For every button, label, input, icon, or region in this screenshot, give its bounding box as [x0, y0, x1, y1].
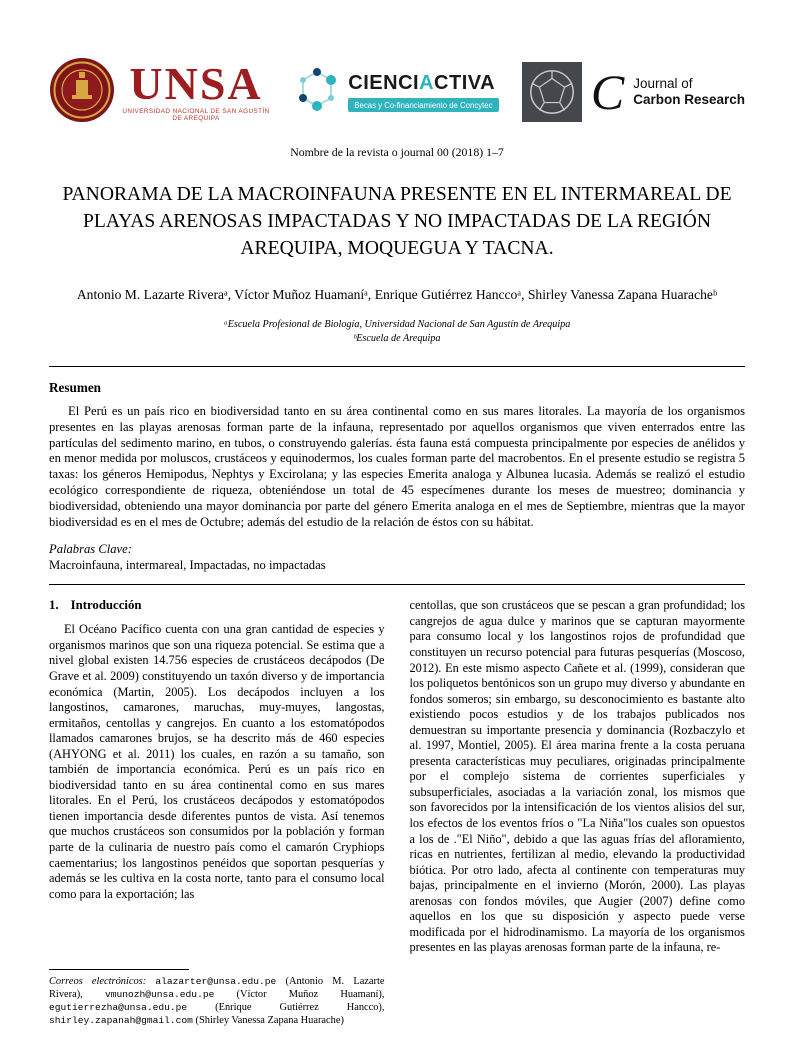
footnote-name-4: (Shirley Vanessa Zapana Huarache)	[192, 1015, 344, 1027]
divider-abstract	[49, 584, 745, 585]
carbon-journal-initial: C	[590, 63, 625, 120]
section-number: 1.	[49, 598, 59, 613]
footnote-email-2: vmunozh@unsa.edu.pe	[104, 988, 215, 1000]
cienciactiva-name-accent: A	[419, 72, 435, 94]
body-columns	[49, 598, 745, 1030]
footnote-label: Correos electrónicos:	[49, 975, 156, 987]
keywords-label: Palabras Clave:	[49, 542, 132, 557]
footnote-name-2: (Víctor Muñoz Huamaní),	[214, 988, 385, 1000]
affiliation-b: ᵇEscuela de Arequipa	[353, 332, 441, 344]
footnote	[49, 969, 385, 1031]
affiliations	[49, 318, 745, 345]
molecule-icon	[294, 64, 340, 121]
abstract-text: El Perú es un país rico en biodiversidad tanto en su área continental como en sus mares litorales. La mayoría de los organismos presentes en las playas arenosas forman parte de la infauna, representado por aquellos organismos que viven enterrados entre las partículas del sedimento marino, en tubos, o construyendo galerías. ésta fauna está compuesta principalmente por especies de anélidos y en menor medida por moluscos, crustáceos y equinodermos, los cuales forman parte del macrobentos. En el presente estudio se registra 5 taxas: los géneros Hemipodus, Nephtys y Excirolana; y las especies Emerita analoga y Albunea lucasia. Además se realizó el estudio ecológico correspondiente de riqueza, obteniéndose un total de 45 especímenes durante los meses de muestreo; dominancia y biodiversidad, obteniendo una mayor dominancia por parte del género Emerita analoga en el mes de Septiembre, mientras que la mayor biodiversidad es en el mes de Octubre; además del estudio de la relación de éstos con su hábitat.	[49, 404, 745, 529]
journal-citation: Nombre de la revista o journal 00 (2018) 1–7	[290, 145, 504, 159]
footnote-name-3: (Enrique Gutiérrez Hancco),	[187, 1001, 385, 1013]
section-heading-introduction	[49, 598, 385, 613]
article-title: PANORAMA DE LA MACROINFAUNA PRESENTE EN EL INTERMAREAL DE PLAYAS ARENOSAS IMPACTADAS Y NO IMPACTADAS DE LA REGIÓN AREQUIPA, MOQUEGUA Y TACNA.	[62, 184, 732, 259]
cienciactiva-subtitle-banner: Becas y Co-financiamiento de Concytec	[348, 98, 498, 112]
cienciactiva-wordmark	[348, 72, 498, 95]
unsa-subtitle: UNIVERSIDAD NACIONAL DE SAN AGUSTÍN DE AREQUIPA	[122, 108, 270, 123]
fullerene-icon	[522, 62, 582, 122]
abstract-section	[49, 380, 745, 573]
carbon-journal-line2: Carbon Research	[633, 92, 745, 107]
keywords-list: Macroinfauna, intermareal, Impactadas, no impactadas	[49, 558, 326, 573]
affiliation-a: ᵃEscuela Profesional de Biología, Universidad Nacional de San Agustín de Arequipa	[223, 319, 571, 330]
left-column	[49, 598, 385, 1030]
divider-top	[49, 366, 745, 367]
right-column	[410, 598, 746, 1030]
footnote-email-3: egutierrezha@unsa.edu.pe	[49, 1001, 188, 1013]
carbon-journal-title	[633, 76, 745, 108]
footnote-rule	[49, 969, 189, 970]
footnote-email-4: shirley.zapanah@gmail.com	[49, 1015, 193, 1027]
intro-paragraph-col2: centollas, que son crustáceos que se pescan a gran profundidad; los cangrejos de agua dulce y marinos que se capturan mayormente para consumo local y los langostinos rojos de profundidad que constituyen un recurso potencial para futuras pesquerías (Moscoso, 2012). En este mismo aspecto Cañete et al. (1999), consideran que los poliquetos bentónicos son un grupo muy diverso y abundante en fondos someros; sin embargo, su desconocimiento es bastante alto existiendo pocos estudios y de los trabajos publicados nos demuestran su importante presencia y dominancia (Rozbaczylo et al. 1997, Montiel, 2005). El área marina frente a la costa peruana presenta características muy peculiares, originadas principalmente por el complejo sistema de corrientes superficiales y subsuperficiales, asociadas a la variación zonal, los mismos que son favorecidos por la intensificación de los vientos alisios del sur, los efectos de los eventos fríos o "La Niña"los cuales son opuestos a los de ."El Niño", debido a que las aguas frías del afloramiento, ricas en nutrientes, fertilizan al medio, elevando la productividad biótica. Por otro lado, afecta al continente con temperaturas muy bajas, principalmente en el invierno (Morón, 2000). Las playas arenosas con fondos móviles, que Augier (2007) define como aquellos en los que su disposición y aspecto puede verse modificada por el hidrodinamismo. La mayoría de los organismos presentes en las playas arenosas forman parte de la infauna, re-	[409, 598, 745, 955]
footnote-name-1: (Antonio M. Lazarte Rivera),	[49, 975, 385, 1000]
section-title: Introducción	[70, 598, 142, 613]
intro-paragraph-col1: El Océano Pacífico cuenta con una gran cantidad de especies y organismos marinos que son una riqueza potencial. Se estima que a nivel global existen 14.756 especies de crustáceos decápodos (De Grave et al. 2009) constituyendo un taxón diverso y de importancia económica (Martin, 2005). Los decápodos incluyen a los langostinos, camarones, maruchas, muy-muyes, langostas, ermitaños, centollas y cangrejos. En cuanto a los estomatópodos llamados camarones brujos, se ha descrito más de 460 especies (AHYONG et al. 2011) los cuales, en razón a su tamaño, son también de importancia económica. Perú es un país rico en biodiversidad tanto en su área continental como en sus mares litorales. En el Perú, los crustáceos decápodos y estomatópodos tienen importancia desde diferentes puntos de vista. Así tenemos que muchos crustáceos son consumidos por la población y forman parte de la culinaria de nuestro país como el camarón Cryphiops caementarius; los langostinos penéidos que soportan pesquerías y además se les cultiva en la costa norte, tanto para el consumo local como para la exportación; las	[49, 622, 385, 901]
footnote-email-1: alazarter@unsa.edu.pe	[155, 975, 277, 987]
unsa-seal-icon	[49, 57, 115, 128]
cienciactiva-logo	[294, 64, 498, 121]
unsa-logo	[49, 57, 271, 128]
cienciactiva-name-part1: CIENCI	[348, 72, 420, 94]
carbon-journal-logo	[522, 62, 745, 122]
authors-line: Antonio M. Lazarte Riveraᵃ, Víctor Muñoz Huamaníᵃ, Enrique Gutiérrez Hanccoᵃ, Shirley Vanessa Zapana Huaracheᵇ	[76, 287, 718, 302]
cienciactiva-text-block	[348, 72, 498, 112]
cienciactiva-name-part2: CTIVA	[434, 72, 496, 94]
unsa-wordmark-block	[121, 57, 271, 123]
header-logos	[49, 54, 745, 130]
abstract-heading: Resumen	[49, 380, 102, 395]
carbon-journal-line1: Journal of	[633, 76, 693, 92]
unsa-wordmark: UNSA	[129, 57, 263, 109]
